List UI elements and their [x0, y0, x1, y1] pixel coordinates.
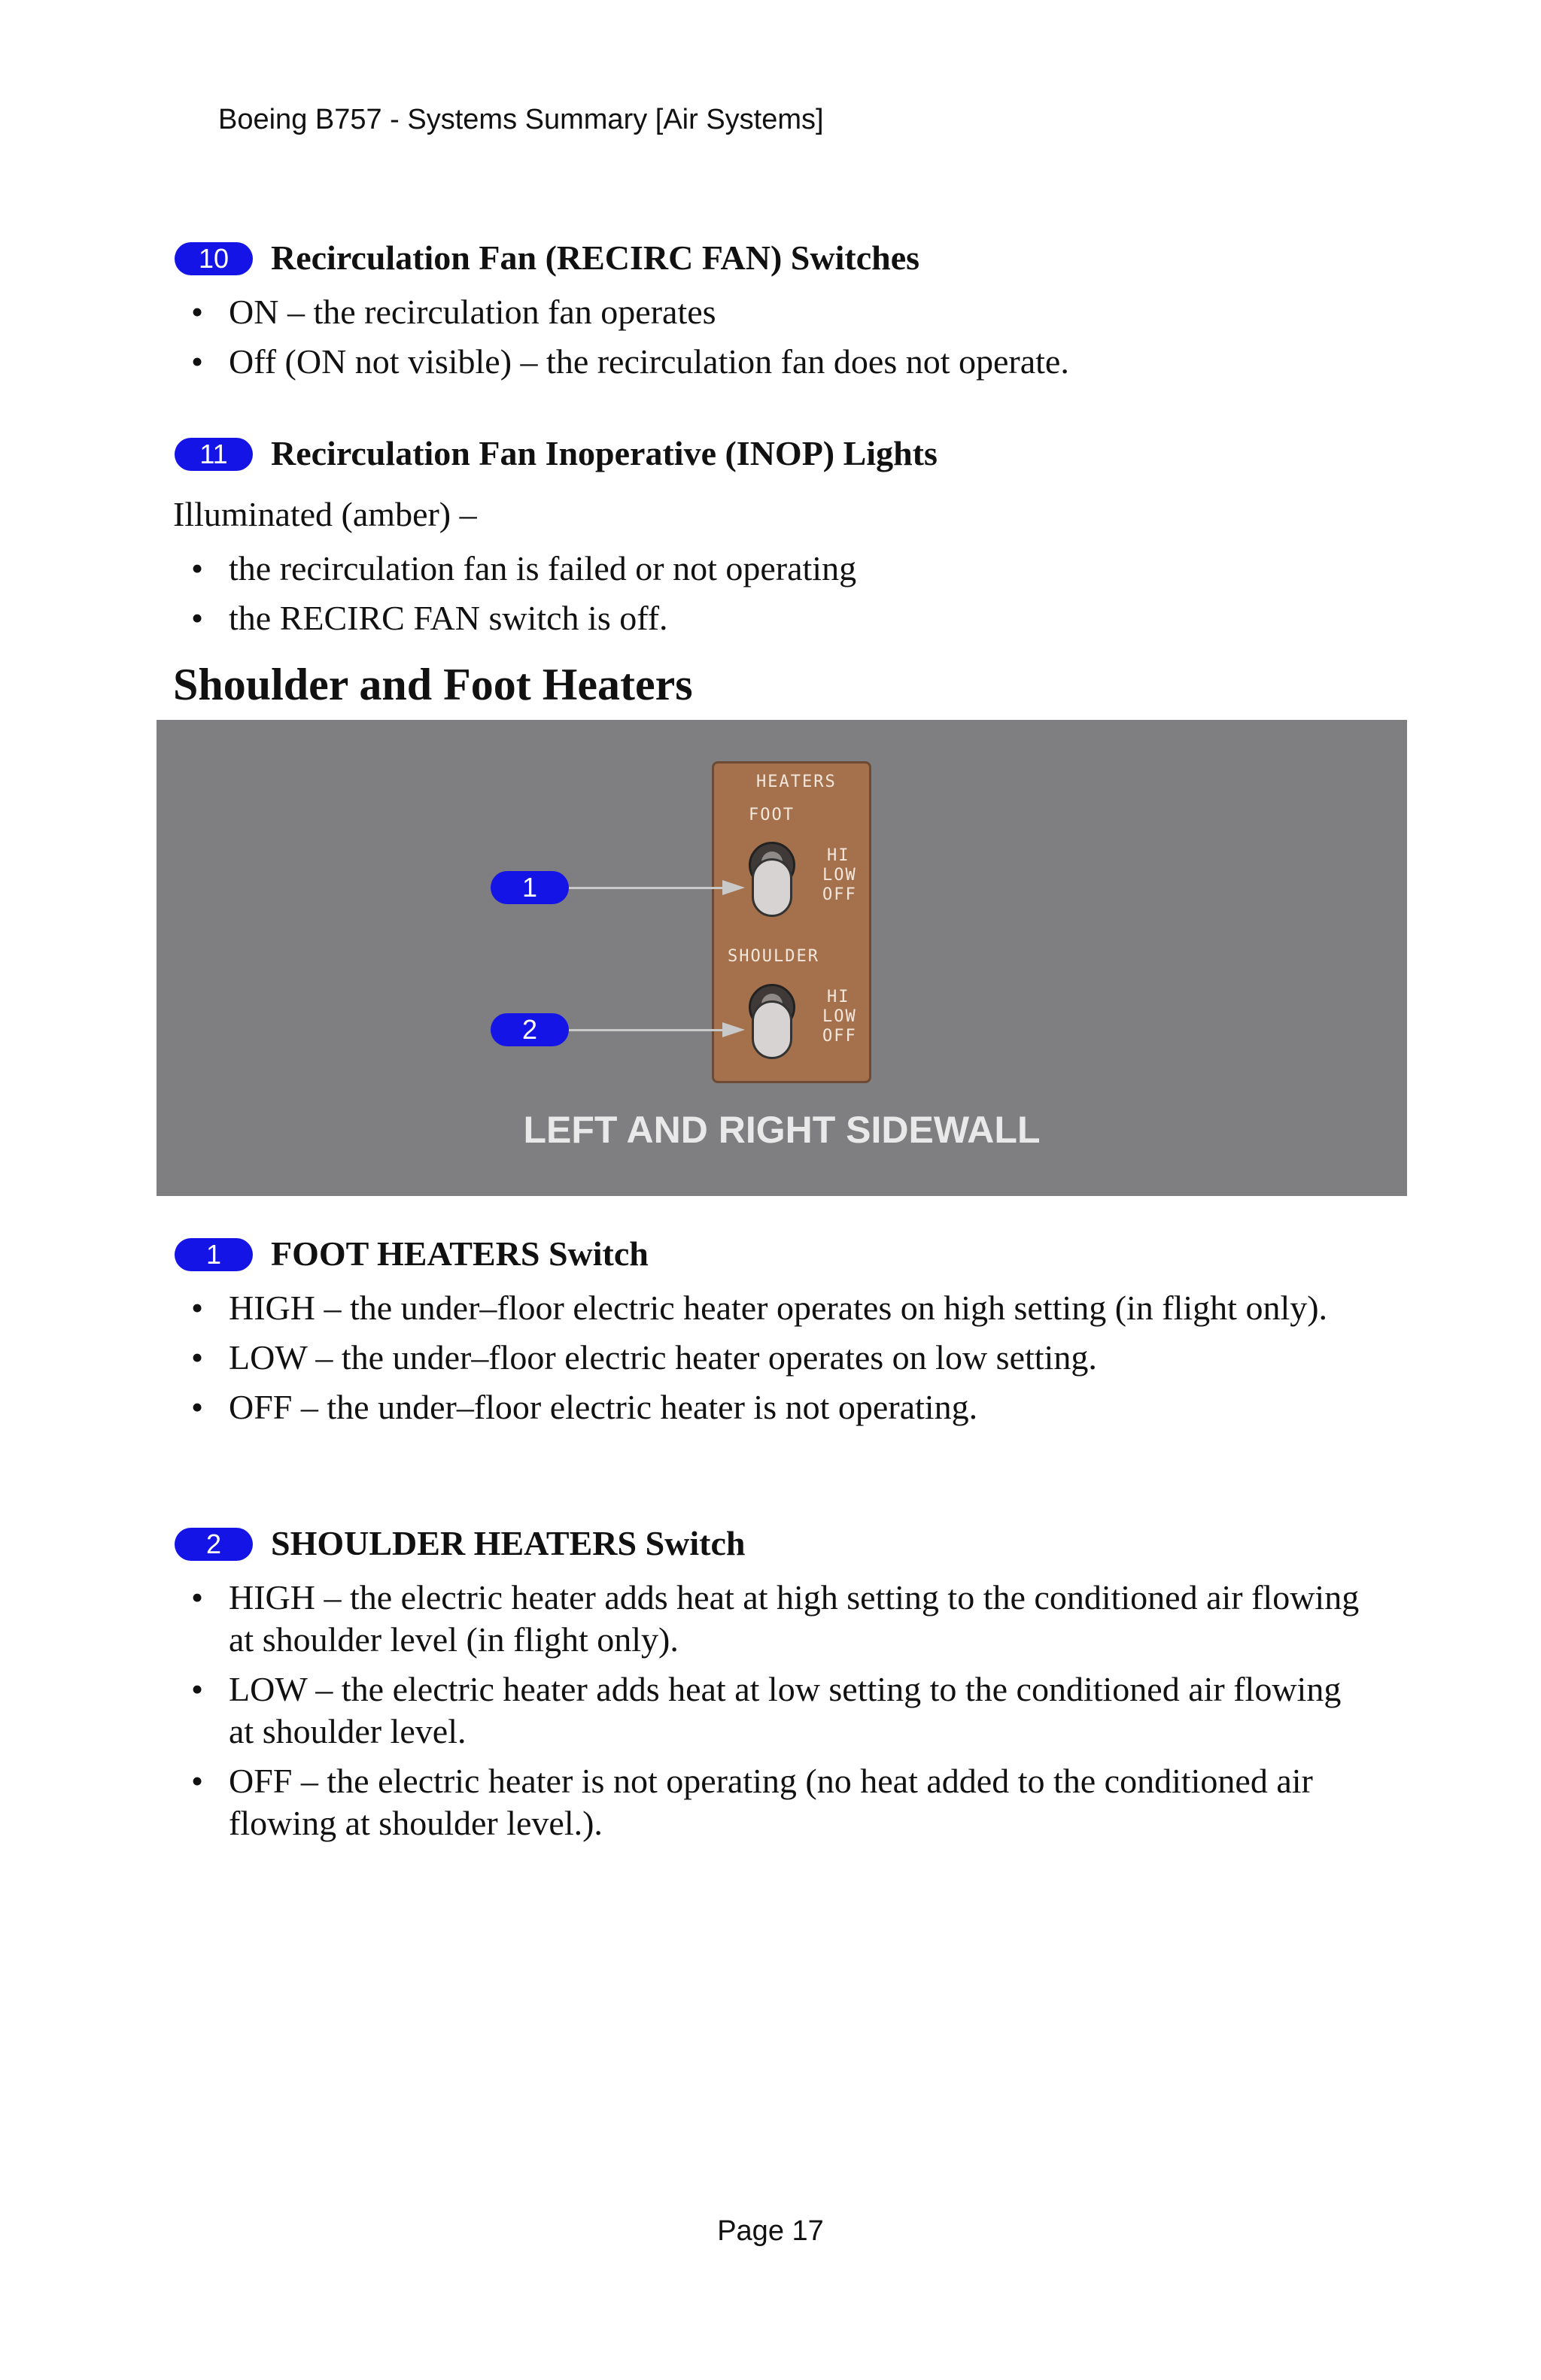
shoulder-heaters-switch[interactable] — [752, 1000, 792, 1059]
callout-badge-10: 10 — [175, 242, 253, 275]
foot-heaters-heading: FOOT HEATERS Switch — [271, 1234, 649, 1273]
section-title: Shoulder and Foot Heaters — [173, 660, 693, 709]
shoulder-heaters-heading: SHOULDER HEATERS Switch — [271, 1524, 746, 1562]
recirc-fan-inop-list — [191, 548, 1372, 647]
list-item: • LOW – the under–floor electric heater operates on low setting. — [191, 1338, 1097, 1377]
running-header: Boeing B757 - Systems Summary [Air Systems] — [218, 104, 824, 135]
callout-badge-11: 11 — [175, 438, 253, 471]
callout-1-leader — [569, 887, 725, 889]
foot-position-hi: HI — [827, 846, 850, 865]
callout-2-arrowhead — [722, 1022, 745, 1037]
callout-1: 1 — [491, 871, 569, 904]
callout-badge-1: 1 — [175, 1238, 253, 1271]
list-item: • OFF – the electric heater is not operating (no heat added to the conditioned air flowing at shoulder level.). — [191, 1762, 1313, 1842]
foot-heaters-switch[interactable] — [752, 858, 792, 917]
list-item: • the recirculation fan is failed or not operating — [191, 549, 857, 587]
shoulder-position-hi: HI — [827, 988, 850, 1006]
shoulder-heaters-list — [191, 1577, 1372, 1852]
list-item: • ON – the recirculation fan operates — [191, 293, 716, 331]
foot-position-low: LOW — [822, 866, 857, 885]
page-number: Page 17 — [717, 2215, 824, 2247]
diagram-caption: LEFT AND RIGHT SIDEWALL — [523, 1109, 1041, 1151]
recirc-fan-switches-list — [191, 291, 1372, 390]
foot-heaters-list — [191, 1287, 1372, 1436]
foot-label: FOOT — [749, 806, 795, 824]
list-item: • Off (ON not visible) – the recirculation fan does not operate. — [191, 342, 1069, 381]
foot-position-off: OFF — [822, 885, 857, 904]
callout-2: 2 — [491, 1013, 569, 1046]
panel-title: HEATERS — [756, 773, 837, 791]
shoulder-label: SHOULDER — [728, 947, 819, 966]
list-item: • the RECIRC FAN switch is off. — [191, 599, 668, 637]
inop-light-intro: Illuminated (amber) – — [173, 495, 477, 533]
callout-2-leader — [569, 1029, 725, 1031]
callout-badge-2: 2 — [175, 1528, 253, 1561]
list-item: • OFF – the under–floor electric heater is not operating. — [191, 1388, 978, 1426]
list-item: • HIGH – the under–floor electric heater operates on high setting (in flight only). — [191, 1289, 1328, 1327]
recirc-fan-inop-heading: Recirculation Fan Inoperative (INOP) Lights — [271, 434, 938, 472]
heaters-panel-diagram — [157, 720, 1407, 1196]
list-item: • HIGH – the electric heater adds heat at high setting to the conditioned air flowing at shoulder level (in flight only). — [191, 1578, 1360, 1659]
callout-1-arrowhead — [722, 880, 745, 895]
list-item: • LOW – the electric heater adds heat at low setting to the conditioned air flowing at shoulder level. — [191, 1670, 1342, 1750]
shoulder-position-low: LOW — [822, 1007, 857, 1026]
recirc-fan-switches-heading: Recirculation Fan (RECIRC FAN) Switches — [271, 238, 920, 277]
shoulder-position-off: OFF — [822, 1027, 857, 1046]
